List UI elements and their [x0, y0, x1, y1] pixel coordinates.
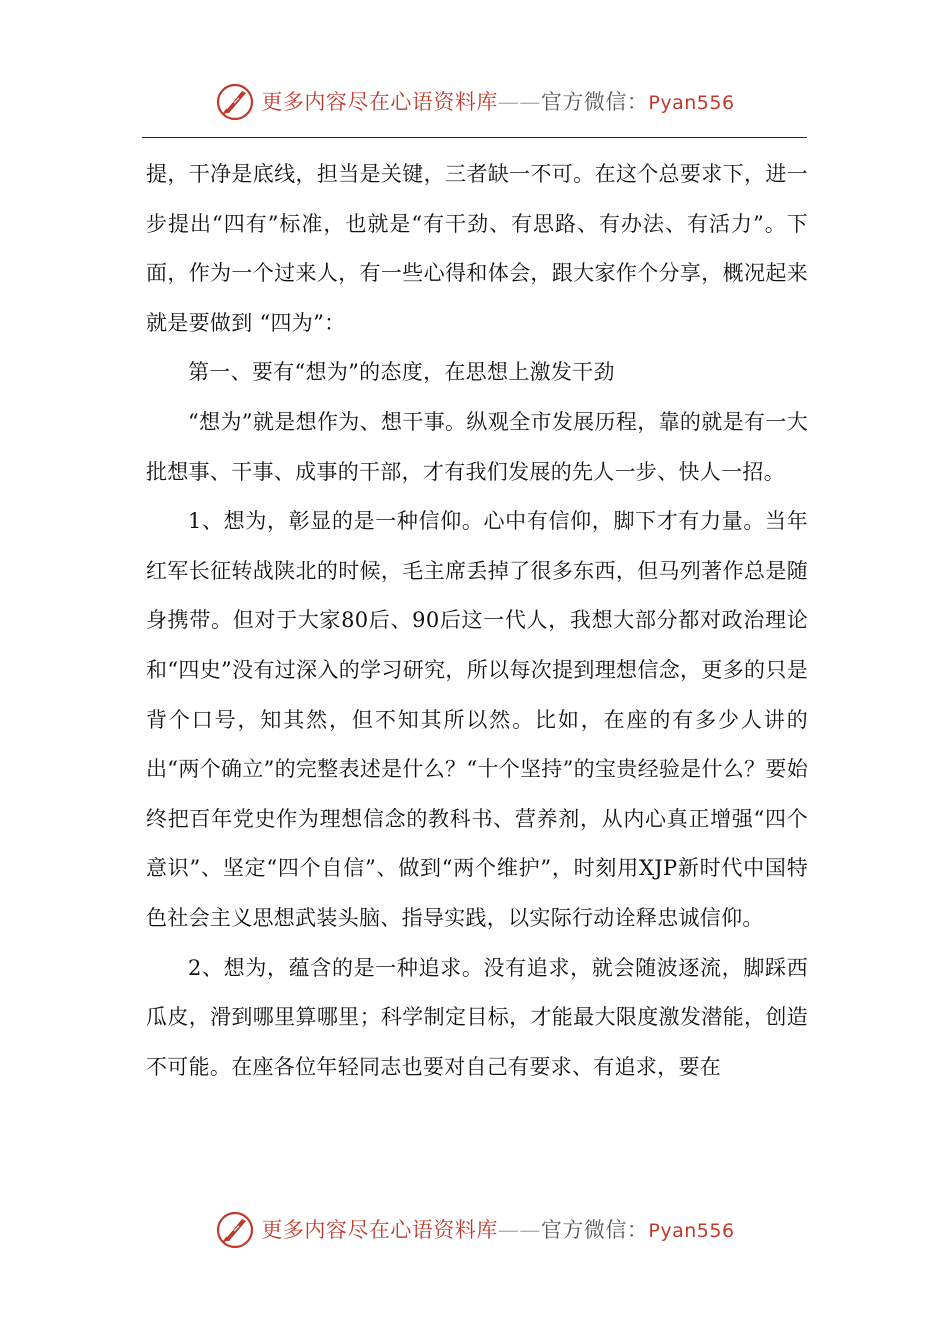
- quill-pen-logo-icon: [215, 1210, 255, 1250]
- footer-banner-title: 更多内容尽在心语资料库: [261, 1217, 498, 1242]
- header-banner-dash: ——: [497, 89, 541, 114]
- footer-banner-text: [261, 1217, 735, 1242]
- header-banner-title: 更多内容尽在心语资料库: [261, 89, 498, 114]
- paragraph: 1、想为，彰显的是一种信仰。心中有信仰，脚下才有力量。当年红军长征转战陕北的时候，毛主席丢掉了很多东西，但马列著作总是随身携带。但对于大家80后、90后这一代人，我想大部分都对政治理论和“四史”没有过深入的学习研究，所以每次提到理想信念，更多的只是背个口号，知其然，但不知其所以然。比如，在座的有多少人讲的出“两个确立”的完整表述是什么？“十个坚持”的宝贵经验是什么？要始终把百年党史作为理想信念的教科书、营养剂，从内心真正增强“四个意识”、坚定“四个自信”、做到“两个维护”，时刻用XJP新时代中国特色社会主义思想武装头脑、指导实践，以实际行动诠释忠诚信仰。: [146, 509, 808, 930]
- header-banner-wechat-label: 官方微信：: [540, 89, 649, 114]
- paragraph-continuation: 提，干净是底线，担当是关键，三者缺一不可。在这个总要求下，进一步提出“四有”标准，也就是“有干劲、有思路、有办法、有活力”。下面，作为一个过来人，有一些心得和体会，跟大家作个分享，概况起来就是要做到 “四为”：: [146, 162, 808, 335]
- header-divider: [142, 137, 807, 138]
- header-banner: [0, 80, 950, 124]
- paragraph: 2、想为，蕴含的是一种追求。没有追求，就会随波逐流，脚踩西瓜皮，滑到哪里算哪里；科学制定目标，才能最大限度激发潜能，创造不可能。在座各位年轻同志也要对自己有要求、有追求，要在: [146, 955, 808, 1079]
- document-body: [146, 150, 808, 1092]
- footer-banner-dash: ——: [497, 1217, 541, 1242]
- section-heading: 第一、要有“想为”的态度，在思想上激发干劲: [188, 360, 615, 385]
- header-banner-wechat-id: Pyan556: [648, 91, 735, 114]
- header-banner-text: [261, 89, 735, 114]
- paragraph: “想为”就是想作为、想干事。纵观全市发展历程，靠的就是有一大批想事、干事、成事的干部，才有我们发展的先人一步、快人一招。: [146, 409, 808, 484]
- footer-banner: [0, 1208, 950, 1252]
- footer-banner-wechat-id: Pyan556: [648, 1219, 735, 1242]
- quill-pen-logo-icon: [215, 82, 255, 122]
- footer-banner-wechat-label: 官方微信：: [540, 1217, 649, 1242]
